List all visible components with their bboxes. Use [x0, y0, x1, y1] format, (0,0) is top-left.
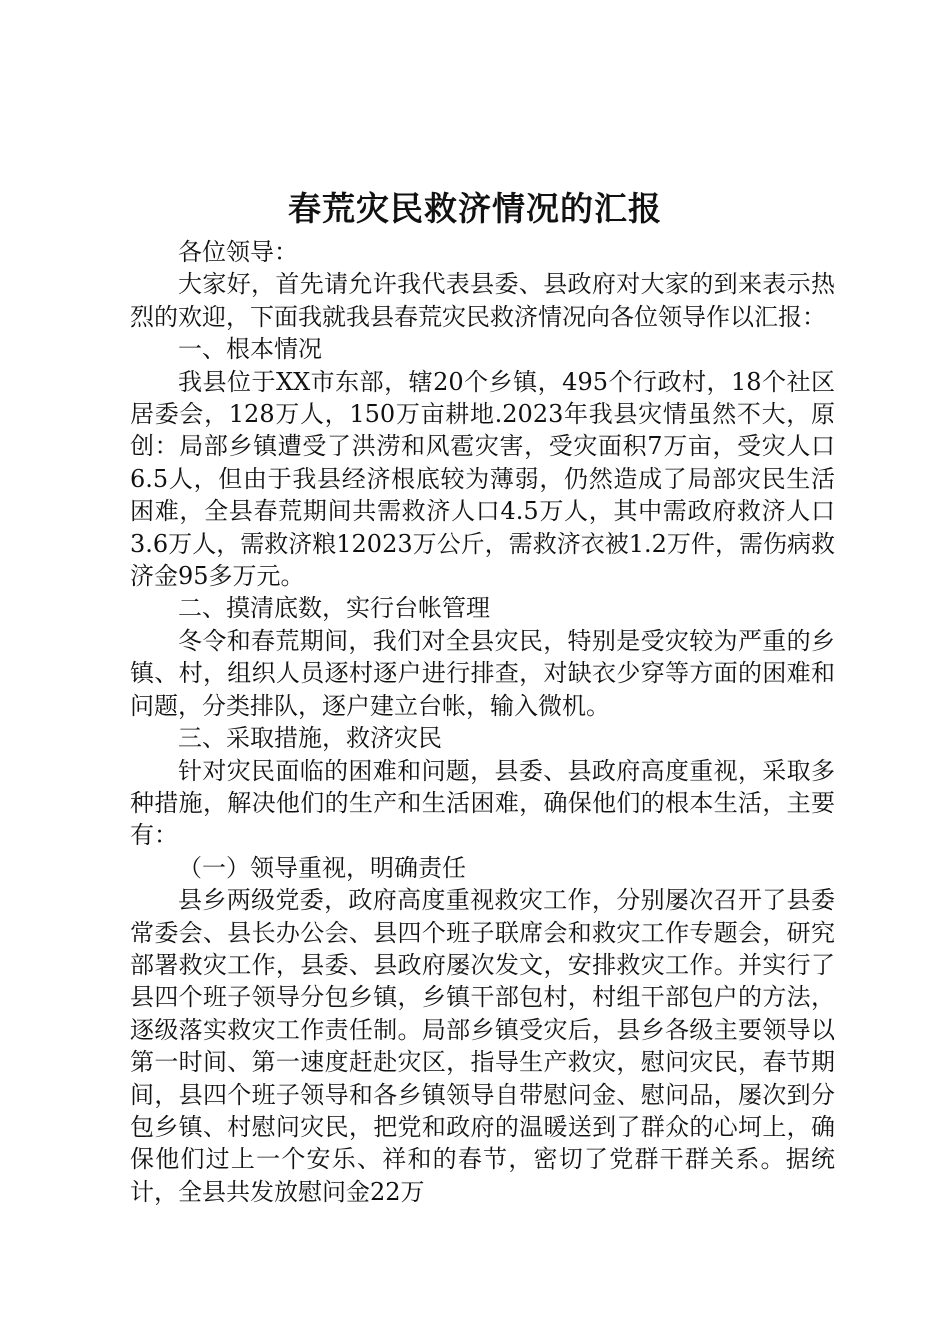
section-heading-3: 三、采取措施，救济灾民 [178, 724, 442, 753]
document-title: 春荒灾民救济情况的汇报 [288, 189, 662, 228]
paragraph-basic-situation: 我县位于XX市东部，辖20个乡镇，495个行政村，18个社区居委会，128万人，150万亩耕地.2023年我县灾情虽然不大，原创：局部乡镇遭受了洪涝和风雹灾害，受灾面积7万亩，受灾人口6.5人，但由于我县经济根底较为薄弱，仍然造成了局部灾民生活困难，全县春荒期间共需救济人口4.5万人，其中需政府救济人口3.6万人，需救济粮12023万公斤，需救济衣被1.2万件，需伤病救济金95多万元。 [130, 367, 835, 591]
subsection-heading-1: （一）领导重视，明确责任 [178, 853, 466, 882]
paragraph-leadership: 县乡两级党委，政府高度重视救灾工作，分别屡次召开了县委常委会、县长办公会、县四个班子联席会和救灾工作专题会，研究部署救灾工作，县委、县政府屡次发文，安排救灾工作。并实行了县四个班子领导分包乡镇，乡镇干部包村，村组干部包户的方法，逐级落实救灾工作责任制。局部乡镇受灾后，县乡各级主要领导以第一时间、第一速度赶赴灾区，指导生产救灾，慰问灾民，春节期间，县四个班子领导和各乡镇领导自带慰问金、慰问品，屡次到分包乡镇、村慰问灾民，把党和政府的温暖送到了群众的心坷上，确保他们过上一个安乐、祥和的春节，密切了党群干群关系。据统计，全县共发放慰问金22万 [130, 886, 835, 1206]
document-body [130, 236, 835, 1208]
paragraph-ledger-management: 冬令和春荒期间，我们对全县灾民，特别是受灾较为严重的乡镇、村，组织人员逐村逐户进行排查，对缺衣少穿等方面的困难和问题，分类排队，逐户建立台帐，输入微机。 [130, 626, 835, 720]
section-heading-2: 二、摸清底数，实行台帐管理 [178, 594, 490, 623]
paragraph-intro: 大家好，首先请允许我代表县委、县政府对大家的到来表示热烈的欢迎，下面我就我县春荒灾民救济情况向各位领导作以汇报： [130, 270, 835, 331]
paragraph-measures: 针对灾民面临的困难和问题，县委、县政府高度重视，采取多种措施，解决他们的生产和生活困难，确保他们的根本生活，主要有： [130, 756, 835, 850]
salutation: 各位领导： [178, 238, 298, 266]
section-heading-1: 一、根本情况 [178, 335, 322, 364]
